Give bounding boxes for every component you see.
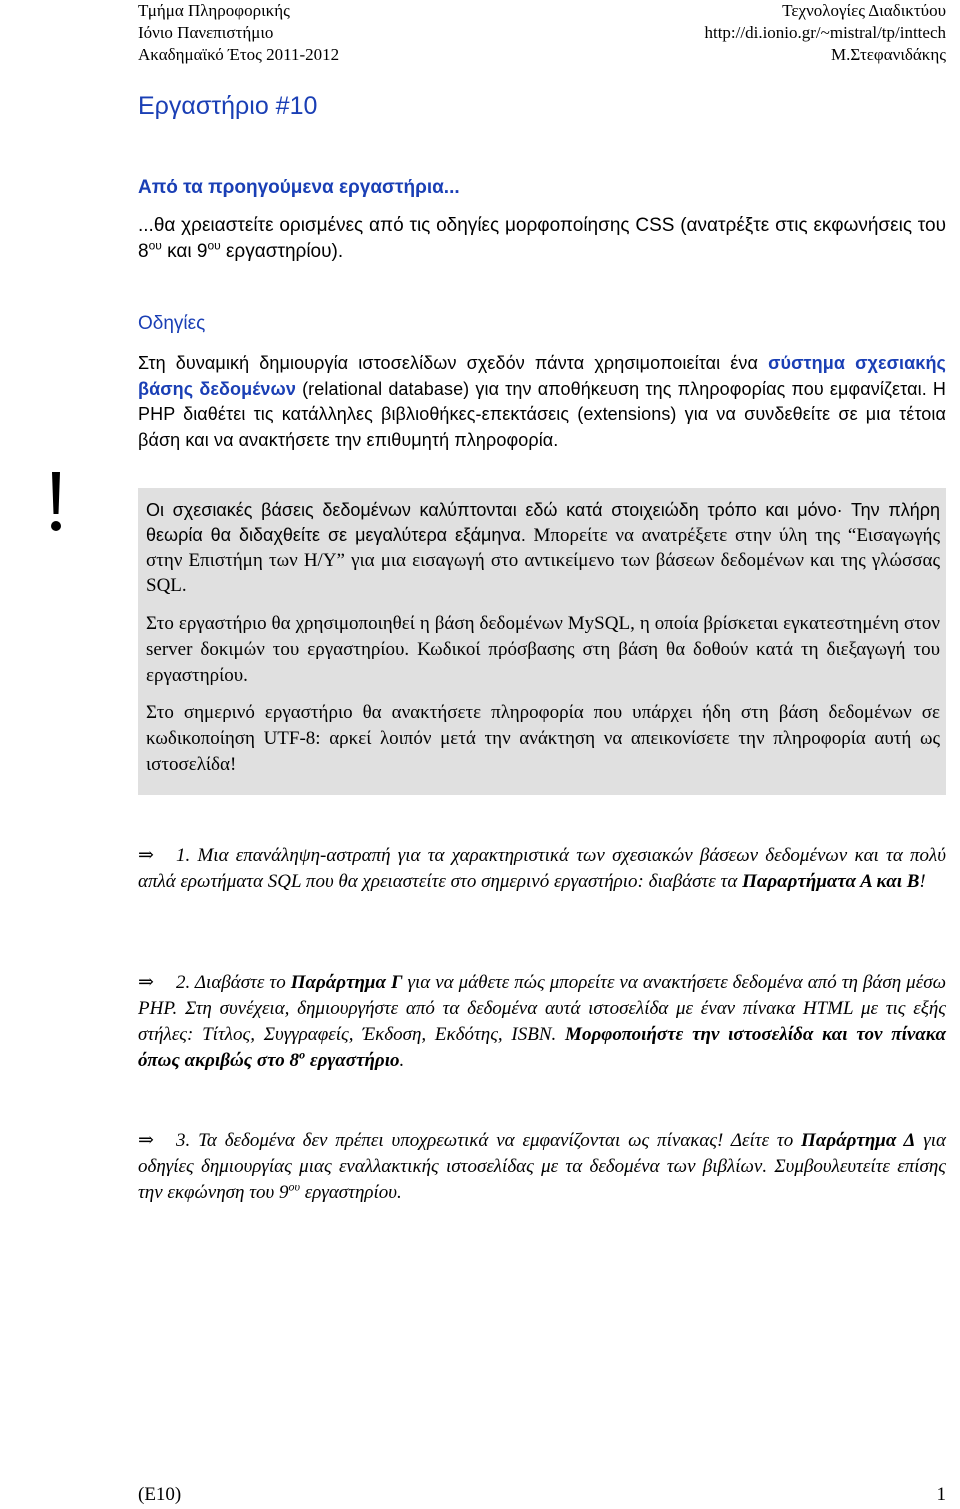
page-title: Εργαστήριο #10 [138, 92, 318, 120]
superscript: ου [148, 238, 162, 253]
header-course: Τεχνολογίες Διαδικτύου [782, 1, 946, 20]
relational-db-emphasis: σύστημα σχεσιακής βάσης δεδομένων [138, 353, 947, 399]
task-emphasis: Μορφοποιήστε την ιστοσελίδα και τον πίνακα όπως ακριβώς στο 8 [138, 1024, 947, 1071]
info-box-text: Οι σχεσιακές βάσεις δεδομένων καλύπτονται εδώ κατά στοιχειώδη τρόπο και μόνο· Την πλήρη θεωρία θα διδαχθείτε σε μεγαλύτερα εξάμηνα. [146, 500, 940, 545]
task-emphasis: εργαστήριο [305, 1050, 400, 1071]
arrow-icon: ⇒ [138, 845, 154, 866]
task-text: για να μάθετε πώς μπορείτε να ανακτήσετε δεδομένα από τη βάση μέσω PHP. Στη συνέχεια, δημιουργήστε από τα δεδομένα αυτά ιστοσελίδα με έναν πίνακα HTML με τις εξής στήλες: Τίτλος, Συγγραφείς, Έκδοση, Εκδότης, ISBN. [138, 972, 946, 1045]
page-number: 1 [936, 1484, 946, 1505]
task-emphasis: Παράρτημα Γ [290, 972, 403, 993]
info-box-text: Μπορείτε να ανατρέξετε στην ύλη της “Εισαγωγής στην Επιστήμη των Η/Υ” για μια εισαγωγή στο αντικείμενο των βάσεων δεδομένων και της γλώσσας SQL. [146, 525, 940, 596]
header-right [704, 0, 946, 66]
exclamation-icon [4, 450, 108, 543]
info-box-paragraph-3: Στο σημερινό εργαστήριο θα ανακτήσετε πληροφορία που υπάρχει ήδη στη βάση δεδομένων σε κωδικοποίηση UTF-8: αρκεί λοιπόν μετά την ανάκτηση να απεικονίσετε την πληροφορία αυτή ως ιστοσελίδα! [146, 702, 940, 775]
task-item-2 [138, 970, 946, 1074]
task-text: 3. Τα δεδομένα δεν πρέπει υποχρεωτικά να εμφανίζονται ως πίνακας! Δείτε το [176, 1130, 802, 1151]
superscript: ο [299, 1047, 306, 1062]
guidelines-text [138, 351, 946, 453]
guidelines-text-part: Στη δυναμική δημιουργία ιστοσελίδων σχεδόν πάντα χρησιμοποιείται ένα [138, 353, 769, 373]
task-text: 2. Διαβάστε το [176, 972, 291, 993]
previous-text-part: και 9 [161, 241, 208, 262]
info-box-paragraph-2: Στο εργαστήριο θα χρησιμοποιηθεί η βάση δεδομένων MySQL, η οποία βρίσκεται εγκατεστημένη στον server δοκιμών του εργαστηρίου. Κωδικοί πρόσβασης στη βάση θα δοθούν κατά τη διεξαγωγή του εργαστηρίου. [146, 613, 940, 686]
header-department: Τμήμα Πληροφορικής [138, 1, 290, 20]
task-text: εργαστηρίου. [299, 1182, 402, 1203]
header-left [138, 0, 339, 66]
info-box-paragraph-1 [146, 498, 940, 598]
previous-text-part: ...θα χρειαστείτε ορισμένες από τις οδηγίες μορφοποίησης CSS (ανατρέξτε στις εκφωνήσεις του 8 [138, 215, 946, 262]
footer-lab-code: (E10) [138, 1484, 182, 1505]
task-item-3 [138, 1128, 946, 1206]
guidelines-text-part: (relational database) για την αποθήκευση της πληροφορίας που εμφανίζεται. Η PHP διαθέτει τις κατάλληλες βιβλιοθήκες-επεκτάσεις (extensions) για να συνδεθείτε σε μια τέτοια βάση και να ανακτήσετε την επιθυμητή πληροφορία. [138, 378, 946, 450]
task-text: 1. Μια επανάληψη-αστραπή για τα χαρακτηριστικά των σχεσιακών βάσεων δεδομένων και τα πολύ απλά ερωτήματα SQL που θα χρειαστείτε στο σημερινό εργαστήριο: διαβάστε τα [138, 845, 946, 892]
task-text: για οδηγίες δημιουργίας μιας εναλλακτικής ιστοσελίδας με τα δεδομένα των βιβλίων. Συμβουλευτείτε επίσης την εκφώνηση του 9 [138, 1130, 946, 1203]
task-emphasis: Παραρτήματα Α και Β [742, 871, 920, 892]
previous-labs-heading: Από τα προηγούμενα εργαστήρια... [138, 177, 460, 198]
header-university: Ιόνιο Πανεπιστήμιο [138, 23, 274, 42]
previous-labs-text [138, 213, 946, 265]
info-box [138, 488, 946, 795]
task-text: . [399, 1050, 405, 1071]
task-item-1 [138, 843, 946, 895]
arrow-icon: ⇒ [138, 972, 154, 993]
task-emphasis: Παράρτημα Δ [801, 1130, 916, 1151]
task-text: ! [919, 871, 926, 892]
arrow-icon: ⇒ [138, 1130, 154, 1151]
previous-text-part: εργαστηρίου). [220, 241, 344, 262]
header-url: http://di.ionio.gr/~mistral/tp/inttech [704, 23, 946, 42]
guidelines-heading: Οδηγίες [138, 313, 206, 334]
superscript: ου [207, 238, 221, 253]
header-author: Μ.Στεφανιδάκης [830, 45, 946, 64]
superscript: ου [288, 1179, 300, 1194]
header-academic-year: Ακαδημαϊκό Έτος 2011-2012 [138, 45, 340, 64]
